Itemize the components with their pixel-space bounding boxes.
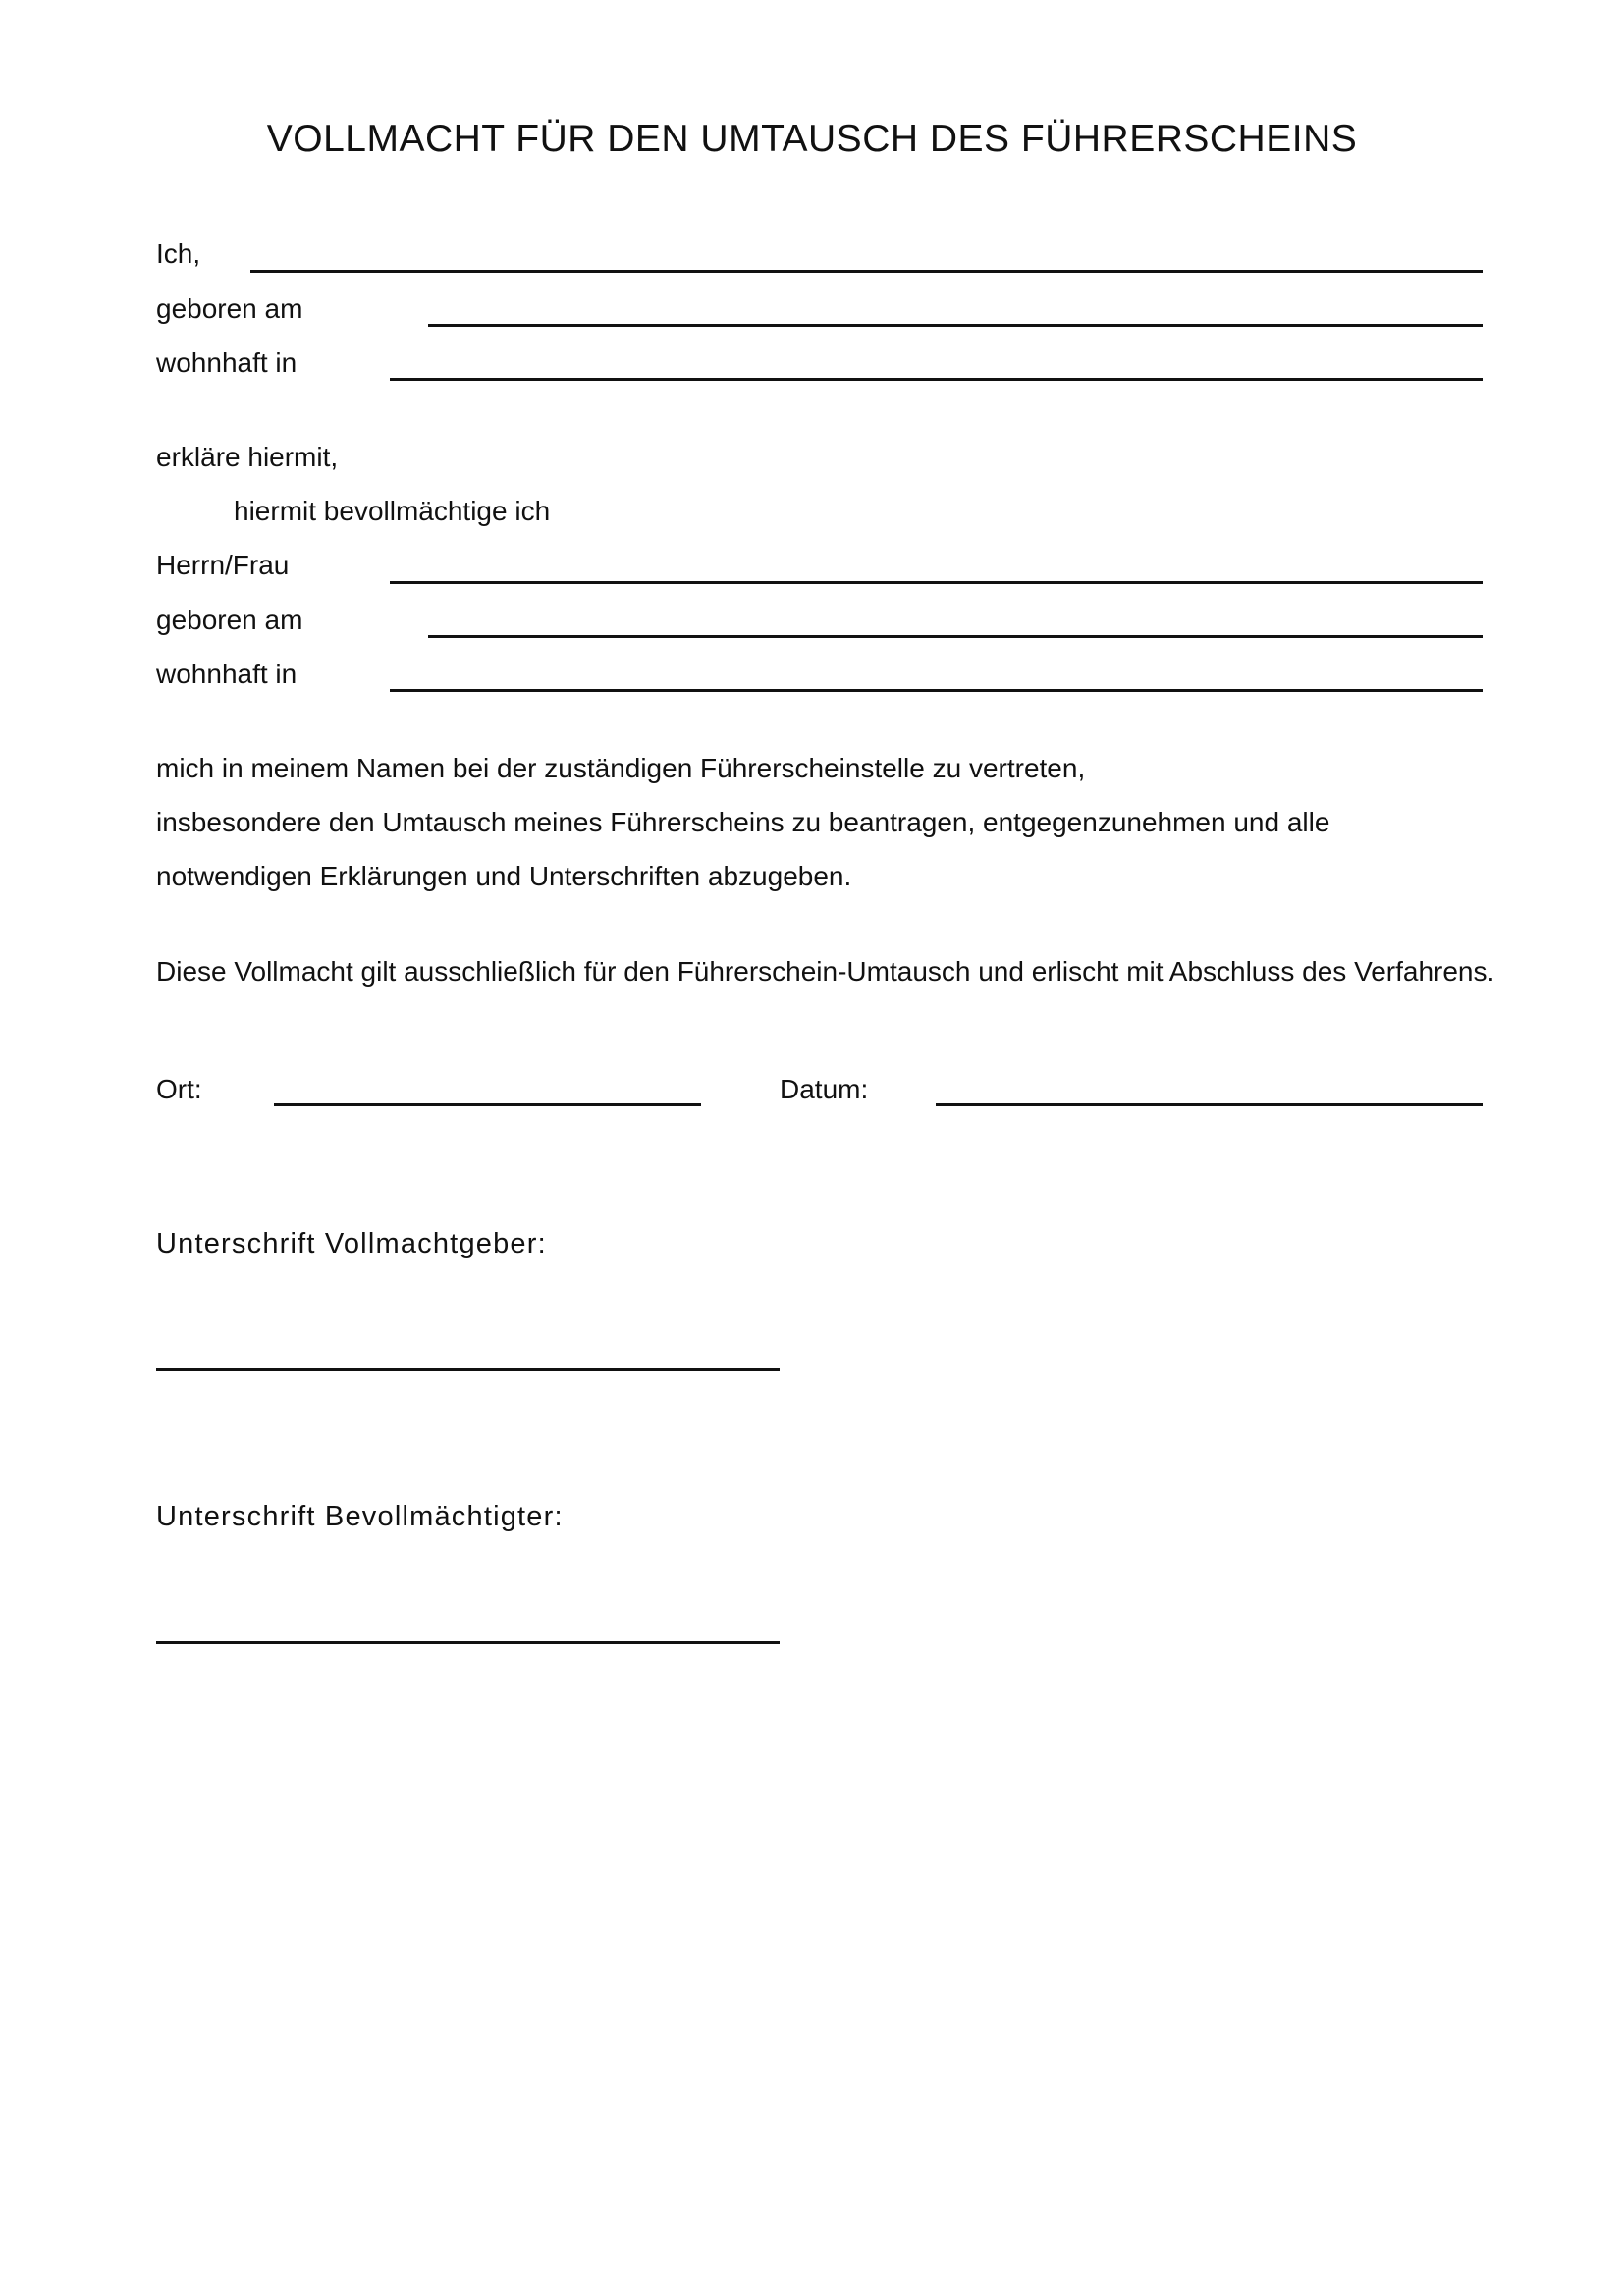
agent-birth-field[interactable] bbox=[428, 635, 1483, 638]
agent-name-label: Herrn/Frau bbox=[156, 550, 290, 580]
body-line: mich in meinem Namen bei der zuständigen Führerscheinstelle zu vertreten, bbox=[156, 753, 1086, 783]
agent-residence-field[interactable] bbox=[390, 689, 1483, 692]
agent-birth-label: geboren am bbox=[156, 605, 303, 635]
grantor-birth-label: geboren am bbox=[156, 294, 303, 324]
validity-statement: Diese Vollmacht gilt ausschließlich für den Führerschein-Umtausch und erlischt mit Abschluss des Verfahrens. bbox=[156, 956, 1495, 987]
grantor-residence-label: wohnhaft in bbox=[156, 347, 298, 378]
signature-grantor-label: Unterschrift Vollmachtgeber: bbox=[156, 1228, 547, 1259]
grantor-name-field[interactable] bbox=[250, 270, 1483, 273]
grantor-birth-field[interactable] bbox=[428, 324, 1483, 327]
document-title: VOLLMACHT FÜR DEN UMTAUSCH DES FÜHRERSCHEINS bbox=[266, 118, 1358, 160]
signature-grantor-line[interactable] bbox=[156, 1368, 780, 1371]
body-line: notwendigen Erklärungen und Unterschriften abzugeben. bbox=[156, 861, 852, 891]
place-field[interactable] bbox=[274, 1103, 701, 1106]
date-field[interactable] bbox=[936, 1103, 1483, 1106]
grantor-residence-field[interactable] bbox=[390, 378, 1483, 381]
signature-agent-label: Unterschrift Bevollmächtigter: bbox=[156, 1501, 564, 1532]
declaration-authorize: hiermit bevollmächtige ich bbox=[234, 496, 551, 526]
declaration-intro: erkläre hiermit, bbox=[156, 442, 339, 472]
signature-agent-line[interactable] bbox=[156, 1641, 780, 1644]
body-line: insbesondere den Umtausch meines Führerscheins zu beantragen, entgegenzunehmen und alle bbox=[156, 807, 1330, 837]
date-label: Datum: bbox=[780, 1074, 869, 1104]
agent-name-field[interactable] bbox=[390, 581, 1483, 584]
place-label: Ort: bbox=[156, 1074, 202, 1104]
agent-residence-label: wohnhaft in bbox=[156, 659, 298, 689]
grantor-name-label: Ich, bbox=[156, 239, 201, 269]
